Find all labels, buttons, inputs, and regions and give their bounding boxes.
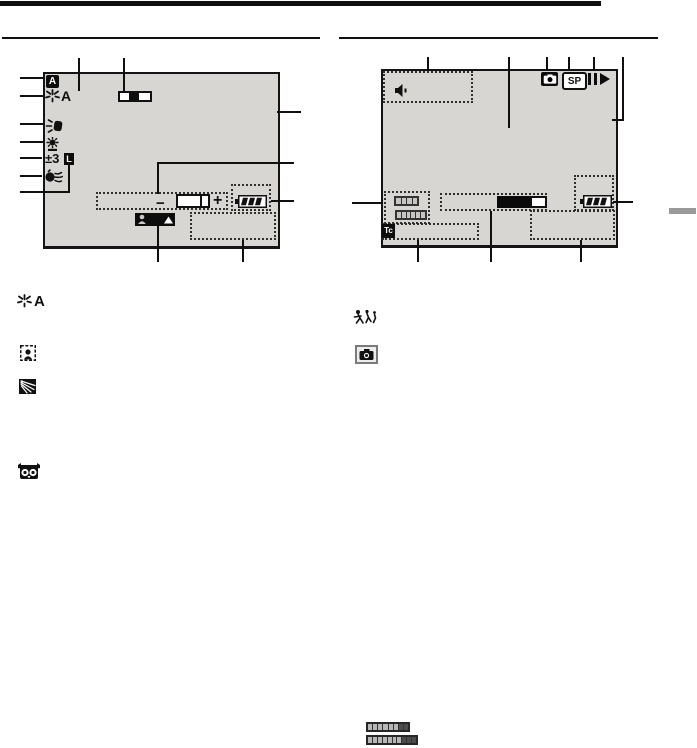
video-light-icon bbox=[45, 119, 63, 133]
flash-auto-icon bbox=[17, 294, 32, 309]
tape-position-bar-filled bbox=[497, 196, 530, 208]
callout-line bbox=[157, 162, 294, 164]
callout-line bbox=[20, 123, 43, 125]
callout-line bbox=[490, 211, 492, 262]
callout-line bbox=[622, 57, 624, 121]
portrait-mode-icon bbox=[20, 345, 36, 361]
brightness-plus: + bbox=[213, 192, 223, 209]
callout-line bbox=[20, 95, 43, 97]
battery-indicator-icon bbox=[235, 195, 267, 208]
callout-line bbox=[78, 58, 80, 91]
callout-line bbox=[20, 191, 70, 193]
speaker-icon bbox=[394, 83, 408, 98]
exposure-lock-badge: L bbox=[64, 153, 74, 165]
brightness-slider-divider bbox=[200, 196, 202, 206]
exposure-value: ±3 bbox=[45, 151, 60, 166]
flash-auto-icon bbox=[45, 89, 60, 104]
callout-line bbox=[20, 175, 42, 177]
camera-screen-diagram bbox=[43, 72, 280, 249]
right-column-rule bbox=[339, 37, 658, 39]
snapshot-button-icon bbox=[355, 345, 378, 364]
flash-auto-label: A bbox=[34, 293, 45, 310]
page-edge-tab bbox=[669, 208, 696, 214]
callout-line bbox=[157, 162, 159, 194]
twilight-owl-icon bbox=[18, 463, 40, 481]
play-icon bbox=[600, 73, 610, 85]
indication-area-box bbox=[190, 212, 276, 240]
callout-line bbox=[157, 226, 159, 262]
tape-position-bar-empty bbox=[530, 196, 547, 208]
callout-line bbox=[20, 157, 42, 159]
time-code-box bbox=[382, 223, 479, 240]
callout-line bbox=[593, 57, 595, 71]
audio-level-meter-bottom bbox=[395, 210, 427, 220]
zoom-bar-fill bbox=[129, 93, 139, 100]
callout-line bbox=[417, 240, 419, 262]
camera-icon bbox=[543, 74, 557, 84]
callout-line bbox=[123, 58, 125, 92]
callout-line bbox=[277, 111, 301, 113]
pause-icon bbox=[588, 73, 597, 85]
callout-line bbox=[427, 57, 429, 71]
sand-snow-mode-icon bbox=[19, 379, 36, 394]
brightness-minus: − bbox=[156, 195, 165, 212]
callout-line bbox=[546, 57, 548, 71]
audio-level-meter-top bbox=[394, 196, 419, 206]
callout-line bbox=[352, 202, 383, 204]
callout-line bbox=[271, 200, 294, 202]
callout-line bbox=[20, 77, 43, 79]
callout-line bbox=[580, 240, 582, 262]
flash-auto-label: A bbox=[61, 88, 72, 104]
snapshot-camera-badge bbox=[541, 72, 558, 86]
callout-line bbox=[68, 165, 70, 193]
manual-focus-indicator bbox=[135, 213, 175, 226]
zoom-bar bbox=[118, 91, 152, 102]
callout-line bbox=[568, 57, 570, 71]
callout-line bbox=[508, 57, 510, 128]
record-speed-badge: SP bbox=[562, 72, 587, 90]
playback-screen-diagram bbox=[381, 69, 618, 248]
footer-level-bar-long bbox=[366, 735, 418, 745]
sepia-face-icon bbox=[45, 169, 63, 184]
top-thick-rule bbox=[0, 1, 601, 6]
callout-line bbox=[613, 201, 633, 203]
time-code-badge: Tc bbox=[382, 224, 395, 238]
callout-line bbox=[242, 240, 244, 262]
battery-indicator-icon bbox=[580, 195, 612, 208]
footer-level-bar-short bbox=[366, 722, 410, 732]
indication-area-box bbox=[530, 210, 615, 240]
sports-mode-icon bbox=[353, 309, 379, 326]
callout-line bbox=[612, 119, 624, 121]
left-column-rule bbox=[2, 37, 320, 39]
brightness-slider bbox=[176, 194, 210, 208]
auto-mode-badge: A bbox=[46, 75, 59, 88]
callout-line bbox=[20, 141, 43, 143]
backlight-icon bbox=[45, 137, 60, 151]
